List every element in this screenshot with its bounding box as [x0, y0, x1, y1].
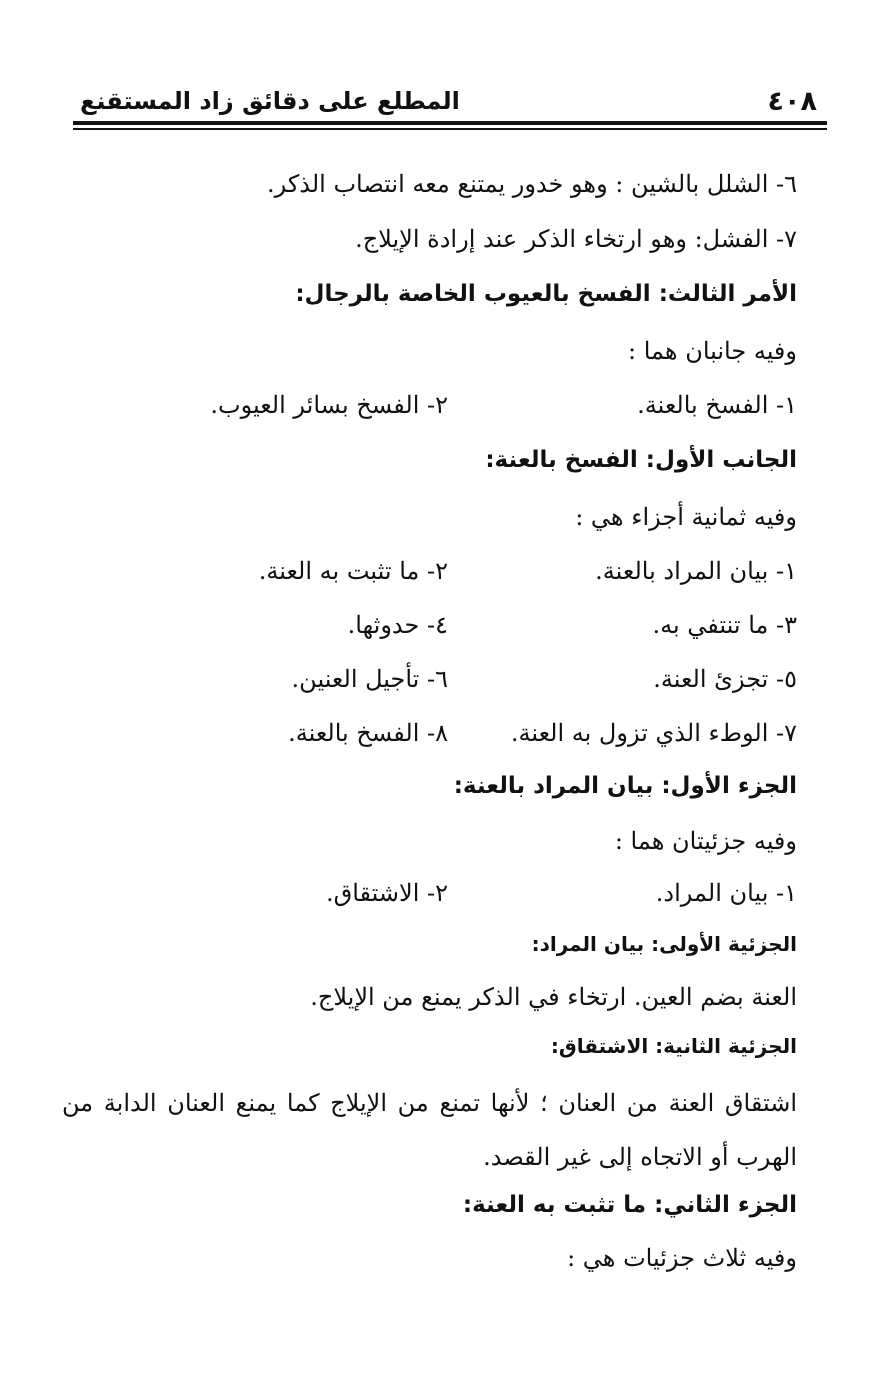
- list-item: ٨- الفسخ بالعنة.: [288, 719, 448, 747]
- section-heading: الأمر الثالث: الفسخ بالعيوب الخاصة بالرجال:: [295, 281, 797, 307]
- list-item: ١- بيان المراد بالعنة.: [595, 557, 797, 585]
- intro-line: وفيه ثمانية أجزاء هي :: [575, 503, 797, 531]
- header-rule-thin: [73, 128, 827, 130]
- running-header-title: المطلع على دقائق زاد المستقنع: [80, 87, 460, 115]
- list-item-7: ٧- الفشل: وهو ارتخاء الذكر عند إرادة الإيلاج.: [355, 225, 797, 253]
- list-item: ١- الفسخ بالعنة.: [637, 391, 797, 419]
- subsection-heading: الجزء الثاني: ما تثبت به العنة:: [462, 1192, 797, 1218]
- intro-line: وفيه ثلاث جزئيات هي :: [567, 1244, 797, 1272]
- intro-line: وفيه جانبان هما :: [628, 337, 797, 365]
- list-item-6: ٦- الشلل بالشين : وهو خدور يمتنع معه انتصاب الذكر.: [266, 170, 797, 198]
- subsection-heading: الجانب الأول: الفسخ بالعنة:: [485, 447, 797, 473]
- header-rule-thick: [73, 121, 827, 125]
- minor-heading: الجزئية الأولى: بيان المراد:: [531, 932, 797, 956]
- intro-line: وفيه جزئيتان هما :: [614, 827, 797, 855]
- list-item: ٢- الفسخ بسائر العيوب.: [210, 391, 448, 419]
- paragraph: اشتقاق العنة من العنان ؛ لأنها تمنع من الإيلاج كما يمنع العنان الدابة من الهرب أو الاتجاه إلى غير القصد.: [62, 1089, 797, 1171]
- minor-heading: الجزئية الثانية: الاشتقاق:: [550, 1034, 797, 1058]
- list-item: ٢- ما تثبت به العنة.: [258, 557, 448, 585]
- definition-text: العنة بضم العين. ارتخاء في الذكر يمنع من الإيلاج.: [310, 983, 797, 1011]
- list-item: ٣- ما تنتفي به.: [652, 611, 797, 639]
- list-item: ٢- الاشتقاق.: [325, 879, 448, 907]
- subsection-heading: الجزء الأول: بيان المراد بالعنة:: [453, 773, 797, 799]
- list-item: ١- بيان المراد.: [655, 879, 797, 907]
- list-item: ٥- تجزئ العنة.: [653, 665, 797, 693]
- page-number: ٤٠٨: [767, 86, 817, 117]
- list-item: ٤- حدوثها.: [347, 611, 448, 639]
- list-item: ٦- تأجيل العنين.: [291, 665, 448, 693]
- list-item: ٧- الوطء الذي تزول به العنة.: [510, 719, 797, 747]
